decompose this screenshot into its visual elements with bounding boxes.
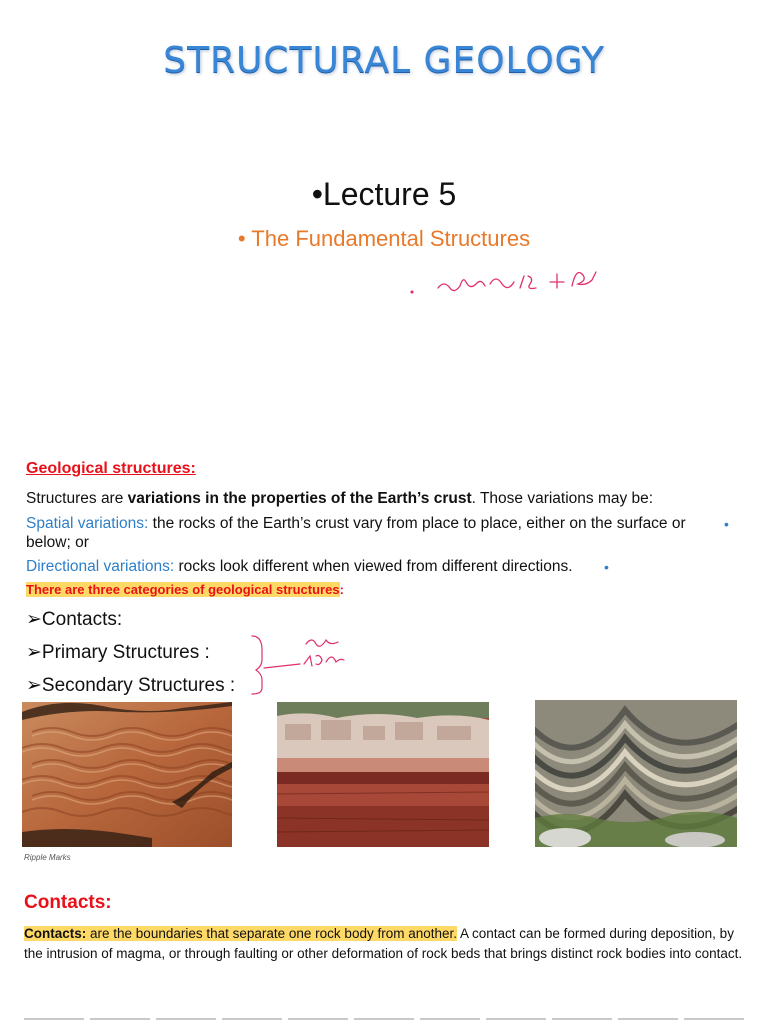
lecture-subtitle: • The Fundamental Structures: [237, 226, 531, 251]
page-divider: [24, 1018, 744, 1020]
lecture-title: •Lecture 5: [311, 176, 457, 212]
list-item-primary: ➢Primary Structures :: [26, 642, 210, 663]
list-item-contacts: ➢Contacts:: [26, 609, 123, 630]
contacts-definition: Contacts: are the boundaries that separate one rock body from another. A contact can be formed during deposition, by the intrusion of magma, or through faulting or other deformation of rock beds that brings distinct rock bodies into contact.: [24, 926, 743, 961]
spatial-variations-cont: below; or: [26, 534, 89, 551]
spatial-variations: Spatial variations: the rocks of the Earth’s crust vary from place to place, either on the surface or: [26, 515, 686, 532]
geological-structures-heading: Geological structures:: [26, 460, 196, 477]
red-rock-strata-photo: [277, 702, 489, 847]
bullet-icon: •: [724, 516, 729, 532]
bullet-icon: •: [604, 559, 609, 575]
photo-caption: Ripple Marks: [24, 853, 71, 862]
handwritten-bracket: [246, 632, 356, 696]
structures-intro: Structures are variations in the properties of the Earth’s crust. Those variations may be:: [26, 490, 654, 507]
contacts-heading: Contacts:: [24, 892, 112, 913]
folded-strata-photo: [535, 700, 737, 847]
categories-note: There are three categories of geological structures:: [26, 582, 344, 597]
page-title: STRUCTURAL GEOLOGY: [163, 40, 605, 81]
handwritten-annotation: [400, 262, 610, 302]
list-item-secondary: ➢Secondary Structures :: [26, 675, 236, 696]
ripple-marks-photo: [22, 702, 232, 847]
directional-variations: Directional variations: rocks look different when viewed from different directions.: [26, 558, 573, 575]
